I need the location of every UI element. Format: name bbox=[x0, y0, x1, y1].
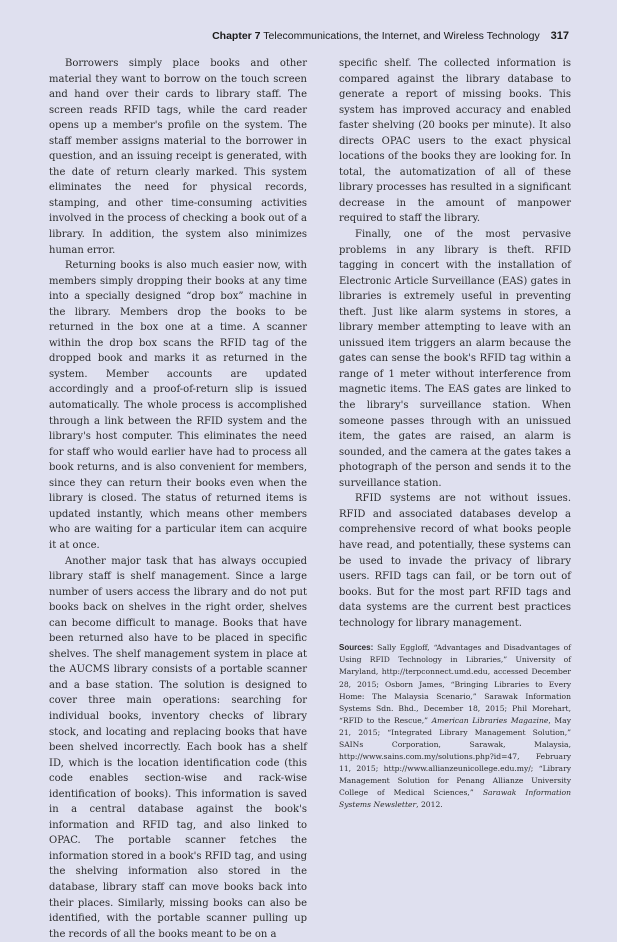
chapter-title: Telecommunications, the Internet, and Wireless Technology bbox=[263, 30, 539, 42]
page-number: 317 bbox=[551, 30, 569, 42]
paragraph: Another major task that has always occupied library staff is shelf management. Since a large number of users access the library and do not put books back on shelves in the right order, shelves can become difficult to manage. Books that have been returned also have to be placed in specific shelves. The shelf management system in place at the AUCMS library consists of a portable scanner and a base station. The solution is designed to cover three main operations: searching for individual books, inventory checks of library stock, and locating and replacing books that have been shelved incorrectly. Each book has a shelf ID, which is the location identification code (this code enables section-wise and rack-wise identification of books). This information is saved in a central database against the book's information and RFID tag, and also linked to OPAC. The portable scanner fetches the information stored in a book's RFID tag, and using the shelving information also stored in the database, library staff can move books back into their places. Similarly, missing books can also be identified, with the portable scanner pulling up the records of all the books meant to be on a bbox=[49, 554, 307, 942]
paragraph: Returning books is also much easier now, with members simply dropping their books at any time into a specially designed “drop box” machine in the library. Members drop the books to be returned in the box one at a time. A scanner within the drop box scans the RFID tag of the dropped book and marks it as returned in the system. Member accounts are updated accordingly and a proof-of-return slip is issued automatically. The whole process is accomplished through a link between the RFID system and the library's host computer. This eliminates the need for staff who would earlier have had to process all book returns, and is also convenient for members, since they can return their books even when the library is closed. The status of returned items is updated instantly, which means other members who are waiting for a particular item can acquire it at once. bbox=[49, 258, 307, 553]
sources-note bbox=[339, 642, 571, 811]
sources-journal: Sarawak Information Systems Newsletter bbox=[339, 788, 571, 809]
chapter-label: Chapter 7 bbox=[212, 30, 260, 42]
left-column bbox=[49, 56, 307, 942]
sources-text: , May 21, 2015; “Integrated Library Management Solution,” SAINs Corporation, Sarawak, Malaysia, http://www.sains.com.my/solutions.php?id=47, February 11, 2015; http://www.allianzeunicollege.edu.my/; “Library Management Solution for Penang Allianze University College of Medical Sciences,” bbox=[339, 716, 571, 798]
paragraph: specific shelf. The collected information is compared against the library database to generate a report of missing books. This system has improved accuracy and enabled faster shelving (20 books per minute). It also directs OPAC users to the exact physical locations of the books they are looking for. In total, the automatization of all of these library processes has resulted in a significant decrease in the amount of manpower required to staff the library. bbox=[339, 56, 571, 227]
sources-text: Sally Eggloff, “Advantages and Disadvantages of Using RFID Technology in Libraries,” University of Maryland, http://terpconnect.umd.edu, accessed December 28, 2015; Osborn James, “Bringing Libraries to Every Home: The Malaysia Scenario,” Sarawak Information Systems Sdn. Bhd., December 18, 2015; Phil Morehart, “RFID to the Rescue,” bbox=[339, 643, 571, 725]
sources-label: Sources: bbox=[339, 643, 373, 652]
sources-text: , 2012. bbox=[416, 800, 443, 809]
paragraph: Finally, one of the most pervasive problems in any library is theft. RFID tagging in concert with the installation of Electronic Article Surveillance (EAS) gates in libraries is extremely useful in preventing theft. Just like alarm systems in stores, a library member attempting to leave with an unissued item triggers an alarm because the gates can sense the book's RFID tag within a range of 1 meter without interference from magnetic items. The EAS gates are linked to the library's surveillance station. When someone passes through with an unissued item, the gates are raised, an alarm is sounded, and the camera at the gates takes a photograph of the person and sends it to the surveillance station. bbox=[339, 227, 571, 491]
running-head bbox=[212, 30, 569, 42]
sources-journal: American Libraries Magazine bbox=[432, 716, 549, 725]
paragraph: RFID systems are not without issues. RFID and associated databases develop a comprehensive record of what books people have read, and potentially, these systems can be used to invade the privacy of library users. RFID tags can fail, or be torn out of books. But for the most part RFID tags and data systems are the current best practices technology for library management. bbox=[339, 491, 571, 631]
right-column bbox=[339, 56, 571, 812]
paragraph: Borrowers simply place books and other material they want to borrow on the touch screen and hand over their cards to library staff. The screen reads RFID tags, while the card reader opens up a member's profile on the system. The staff member assigns material to the borrower in question, and an issuing receipt is generated, with the date of return clearly marked. This system eliminates the need for physical records, stamping, and other time-consuming activities involved in the process of checking a book out of a library. In addition, the system also minimizes human error. bbox=[49, 56, 307, 258]
